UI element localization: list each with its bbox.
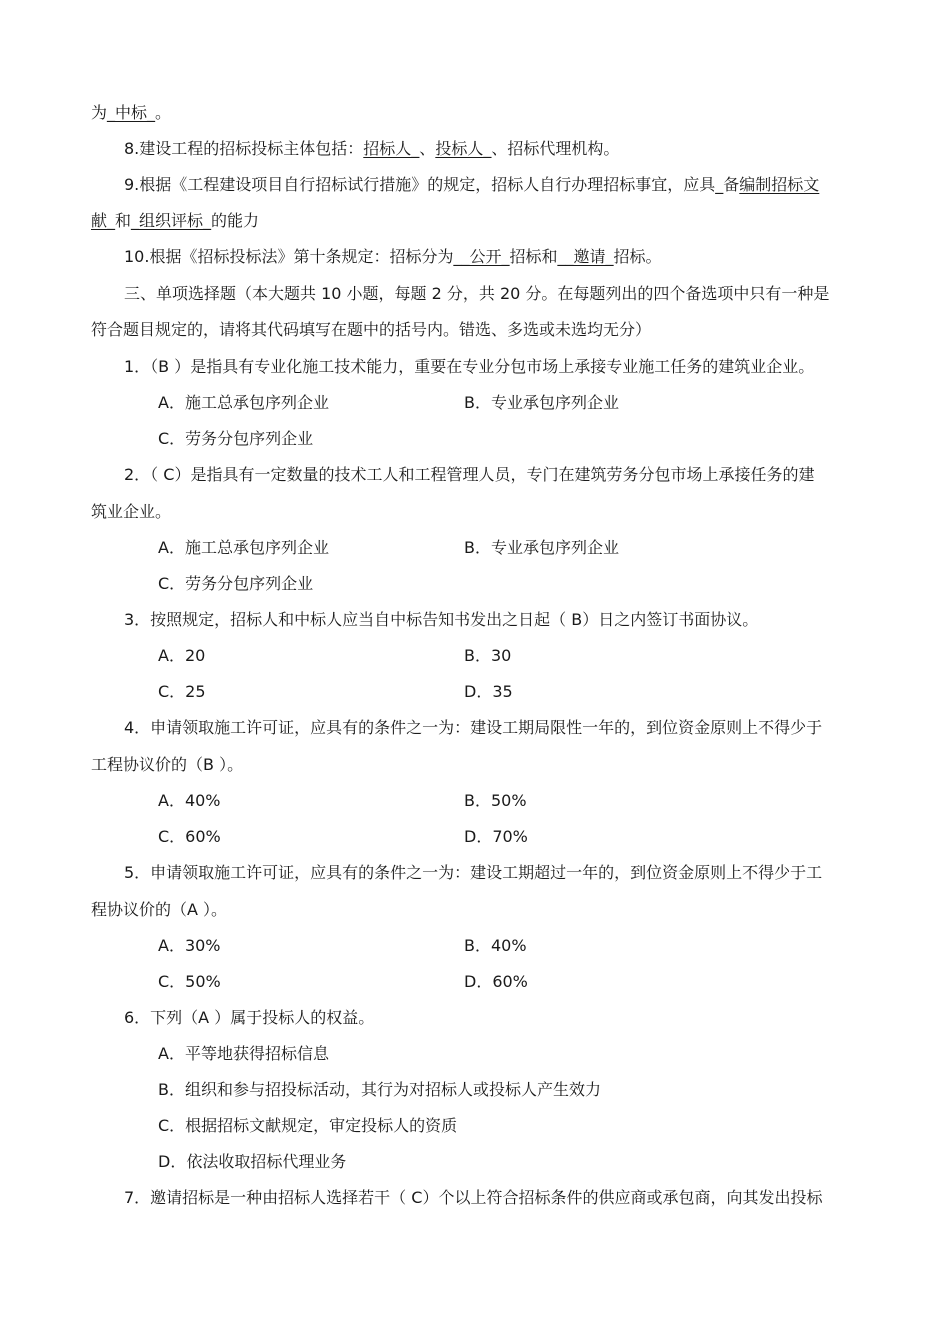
question-4-cont: 工程协议价的（B ）。 — [91, 755, 244, 774]
option-c: C．劳务分包序列企业 — [158, 574, 314, 593]
answer-blank: __邀请_ — [557, 247, 614, 266]
answer-blank: __公开_ — [453, 247, 510, 266]
question-2: 2．（ C）是指具有一定数量的技术工人和工程管理人员，专门在建筑劳务分包市场上承接任务的建 — [124, 465, 815, 484]
option-b: B．50% — [464, 791, 527, 810]
option-c: C．25 — [158, 682, 206, 701]
text-span: 招标。 — [613, 247, 662, 266]
text-span: 9.根据《工程建设项目自行招标试行措施》的规定，招标人自行办理招标事宜，应具_备 — [124, 175, 740, 194]
text-span: 、 — [419, 139, 436, 158]
question-2-cont: 筑业企业。 — [91, 502, 172, 521]
question-5-cont: 程协议价的（A ）。 — [91, 900, 228, 919]
option-d: D．60% — [464, 972, 528, 991]
text-span: 为 — [91, 103, 108, 122]
option-c: C．根据招标文献规定，审定投标人的资质 — [158, 1116, 458, 1135]
option-c: C．50% — [158, 972, 221, 991]
option-d: D．35 — [464, 682, 513, 701]
option-d: D．70% — [464, 827, 528, 846]
answer-blank: 组织评标_ — [139, 211, 212, 230]
fill-question-8 — [124, 139, 619, 161]
option-a: A．40% — [158, 791, 221, 810]
option-b: B．专业承包序列企业 — [464, 538, 619, 557]
option-c: C．劳务分包序列企业 — [158, 429, 314, 448]
answer-blank: 投标人_ — [435, 139, 492, 158]
option-a: A．平等地获得招标信息 — [158, 1044, 329, 1063]
answer-blank: 编制招标文 — [739, 175, 820, 194]
option-b: B．30 — [464, 646, 512, 665]
fill-question-10 — [124, 247, 662, 269]
question-3: 3．按照规定，招标人和中标人应当自中标告知书发出之日起（ B）日之内签订书面协议。 — [124, 610, 759, 629]
option-a: A．施工总承包序列企业 — [158, 393, 329, 412]
option-b: B．组织和参与招投标活动，其行为对招标人或投标人产生效力 — [158, 1080, 601, 1099]
option-d: D．依法收取招标代理业务 — [158, 1152, 347, 1171]
text-span: 的能力 — [211, 211, 260, 230]
question-5: 5．申请领取施工许可证，应具有的条件之一为：建设工期超过一年的，到位资金原则上不得少于工 — [124, 863, 823, 882]
text-span: 、招标代理机构。 — [491, 139, 620, 158]
option-a: A．20 — [158, 646, 206, 665]
text-span: 和_ — [115, 211, 140, 230]
answer-blank: 招标人_ — [363, 139, 420, 158]
question-1: 1．（B ）是指具有专业化施工技术能力，重要在专业分包市场上承接专业施工任务的建筑业企业。 — [124, 357, 815, 376]
section-heading: 三、单项选择题（本大题共 10 小题，每题 2 分，共 20 分。在每题列出的四个备选项中只有一种是 — [124, 284, 830, 303]
option-b: B．专业承包序列企业 — [464, 393, 619, 412]
question-4: 4．申请领取施工许可证，应具有的条件之一为：建设工期局限性一年的，到位资金原则上不得少于 — [124, 718, 823, 737]
text-line — [91, 103, 171, 125]
text-span: 8.建设工程的招标投标主体包括： — [124, 139, 364, 158]
fill-question-9 — [124, 175, 819, 197]
option-a: A．施工总承包序列企业 — [158, 538, 329, 557]
question-7: 7．邀请招标是一种由招标人选择若干（ C）个以上符合招标条件的供应商或承包商，向其发出投标 — [124, 1188, 823, 1207]
option-b: B．40% — [464, 936, 527, 955]
answer-blank: _中标_ — [107, 103, 156, 122]
text-span: 10.根据《招标投标法》第十条规定：招标分为 — [124, 247, 454, 266]
option-a: A．30% — [158, 936, 221, 955]
answer-blank: 献_ — [91, 211, 116, 230]
section-heading-cont: 符合题目规定的，请将其代码填写在题中的括号内。错选、多选或未选均无分） — [91, 320, 652, 339]
text-span: 。 — [155, 103, 172, 122]
fill-question-9-cont — [91, 211, 259, 233]
option-c: C．60% — [158, 827, 221, 846]
text-span: 招标和 — [509, 247, 558, 266]
question-6: 6．下列（A ）属于投标人的权益。 — [124, 1008, 375, 1027]
